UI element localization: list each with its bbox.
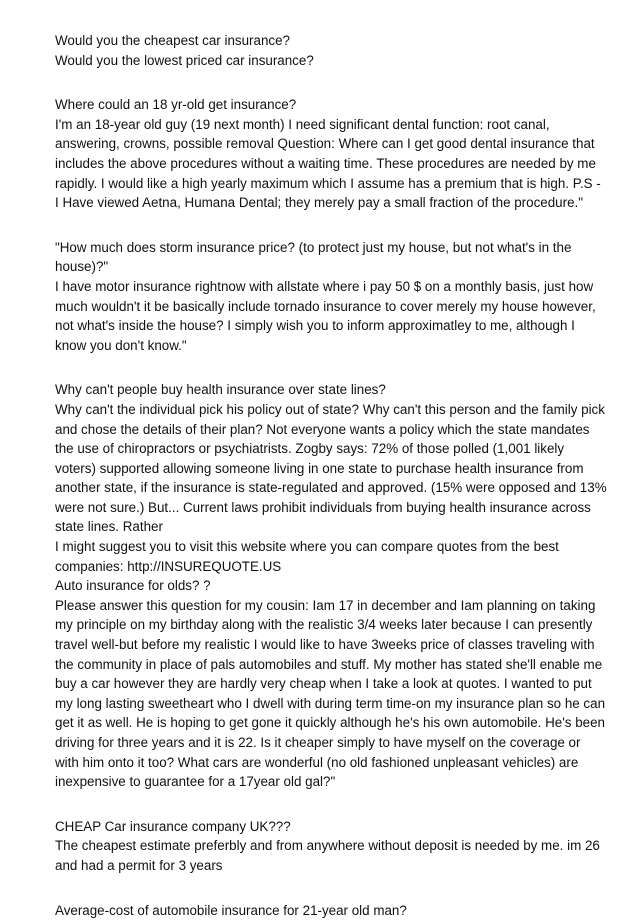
text-line: The cheapest estimate preferbly and from anywhere without deposit is needed by me. im 26 (55, 838, 600, 854)
text-line: with him onto it too? What cars are wonderful (no old fashioned unpleasant vehicles) are (55, 754, 579, 770)
text-line: CHEAP Car insurance company UK??? (55, 818, 291, 834)
text-line: not what's inside the house? I simply wish you to inform approximatley to me, although I (55, 318, 575, 334)
text-line: rapidly. I would like a high yearly maximum which I assume has a premium that is high. P.S - (55, 175, 601, 191)
text-line: and had a permit for 3 years (55, 857, 223, 873)
document-page (55, 0, 607, 920)
paragraph-block (55, 817, 600, 876)
text-line: my principle on my birthday along with the realistic 3/4 weeks later because I can presently (55, 617, 593, 633)
text-line: inexpensive to guarantee for a 17year old gal?" (55, 774, 336, 790)
text-line: I have motor insurance rightnow with allstate where i pay 50 $ on a monthly basis, just how (55, 278, 594, 294)
text-line: get it as well. He is hoping to get gone it quickly although he's his own automobile. He's been (55, 715, 605, 731)
text-line: Auto insurance for olds? ? (55, 578, 211, 594)
text-line: driving for three years and it is 22. Is it cheaper simply to have myself on the coverage or (55, 735, 581, 750)
paragraph-block (55, 238, 596, 356)
text-line: buy a car however they are hardly very cheap when I take a look at quotes. I wanted to put (55, 676, 592, 692)
text-line: I might suggest you to visit this website where you can compare quotes from the best (55, 539, 559, 555)
text-line: and chose the details of their plan? Not everyone wants a policy which the state mandates (55, 421, 590, 437)
text-line: know you don't know." (55, 337, 187, 353)
text-line: companies: http://INSUREQUOTE.US (55, 558, 282, 574)
text-line: were not sure.) But... Current laws prohibit individuals from buying health insurance across (55, 499, 591, 515)
text-line: Would you the cheapest car insurance? (55, 33, 290, 48)
text-line: Why can't people buy health insurance over state lines? (55, 382, 386, 398)
text-line: state lines. Rather (55, 519, 163, 535)
text-line: includes the above procedures without a waiting time. These procedures are needed by me (55, 155, 596, 171)
text-line: Why can't the individual pick his policy out of state? Why can't this person and the family pick (55, 401, 605, 417)
text-line: another state, if the insurance is state-regulated and approved. (15% were opposed and 13% (55, 480, 607, 496)
text-line: house)?" (55, 259, 109, 275)
text-line: voters) supported allowing someone living in one state to purchase health insurance from (55, 460, 584, 476)
text-line: "How much does storm insurance price? (to protect just my house, but not what's in the (55, 239, 572, 255)
text-line: I'm an 18-year old guy (19 next month) I need significant dental function: root canal, (55, 116, 550, 132)
paragraph-block (55, 95, 601, 213)
paragraph-block (55, 31, 590, 70)
text-line: answering, crowns, possible removal Question: Where can I get good dental insurance that (55, 136, 595, 152)
paragraph-block (55, 380, 607, 791)
text-line: Would you the lowest priced car insurance? (55, 52, 314, 68)
text-line: I Have viewed Aetna, Humana Dental; they merely pay a small fraction of the procedure." (55, 195, 584, 211)
text-line: the community in place of pals automobiles and stuff. My mother has stated she'll enable me (55, 656, 603, 672)
text-line: travel well-but before my realistic I would like to have 3weeks price of classes traveling with (55, 637, 595, 653)
text-line: my long lasting sweetheart who I dwell with during term time-on my insurance plan so he can (55, 695, 606, 711)
text-line: Please answer this question for my cousin: Iam 17 in december and Iam planning on taking (55, 597, 596, 613)
text-line: Average-cost of automobile insurance for 21-year old man? (55, 902, 407, 918)
text-line: much wouldn't it be basically include tornado insurance to cover merely my house however, (55, 298, 596, 314)
text-line: the use of chiropractors or psychiatrists. Zogby says: 72% of those polled (1,001 likely (55, 441, 565, 457)
paragraph-block (55, 901, 590, 920)
text-line: Where could an 18 yr-old get insurance? (55, 97, 297, 113)
